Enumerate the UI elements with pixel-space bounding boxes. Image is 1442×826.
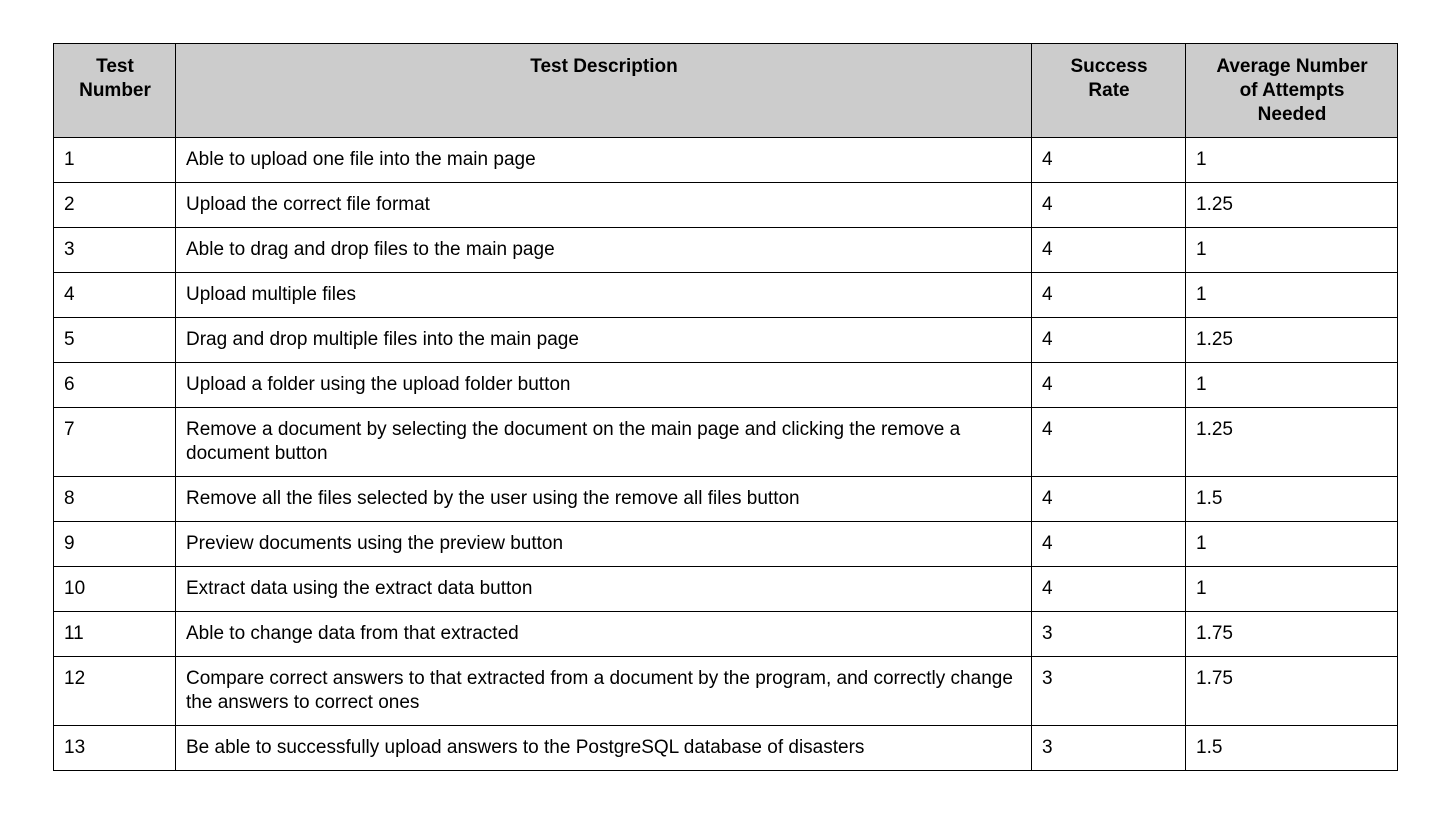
table-body <box>54 138 1398 771</box>
cell-average-attempts: 1.25 <box>1186 408 1398 477</box>
cell-average-attempts: 1.75 <box>1186 612 1398 657</box>
table-row <box>54 273 1398 318</box>
cell-test-description: Remove a document by selecting the document on the main page and clicking the remove a document button <box>176 408 1032 477</box>
header-line: Success <box>1070 56 1148 77</box>
cell-average-attempts: 1 <box>1186 522 1398 567</box>
cell-test-description: Extract data using the extract data button <box>176 567 1032 612</box>
table-header <box>54 44 1398 138</box>
table-row <box>54 138 1398 183</box>
header-line: of Attempts <box>1239 80 1345 101</box>
cell-average-attempts: 1 <box>1186 228 1398 273</box>
cell-test-description: Be able to successfully upload answers to the PostgreSQL database of disasters <box>176 726 1032 771</box>
cell-test-description: Able to upload one file into the main page <box>176 138 1032 183</box>
header-line: Test <box>96 56 134 77</box>
cell-average-attempts: 1.25 <box>1186 318 1398 363</box>
cell-test-number: 10 <box>54 567 176 612</box>
cell-success-rate: 4 <box>1032 477 1186 522</box>
cell-test-description: Able to drag and drop files to the main page <box>176 228 1032 273</box>
header-row <box>54 44 1398 138</box>
cell-test-description: Preview documents using the preview button <box>176 522 1032 567</box>
cell-success-rate: 4 <box>1032 273 1186 318</box>
cell-success-rate: 4 <box>1032 408 1186 477</box>
cell-success-rate: 4 <box>1032 318 1186 363</box>
cell-success-rate: 3 <box>1032 612 1186 657</box>
table-row <box>54 522 1398 567</box>
test-results-table <box>53 43 1398 771</box>
cell-test-description: Drag and drop multiple files into the main page <box>176 318 1032 363</box>
cell-test-description: Remove all the files selected by the user using the remove all files button <box>176 477 1032 522</box>
cell-test-number: 1 <box>54 138 176 183</box>
cell-test-number: 4 <box>54 273 176 318</box>
table-row <box>54 318 1398 363</box>
cell-test-description: Able to change data from that extracted <box>176 612 1032 657</box>
cell-success-rate: 4 <box>1032 567 1186 612</box>
cell-test-description: Upload multiple files <box>176 273 1032 318</box>
header-line: Number <box>79 80 151 101</box>
table-row <box>54 408 1398 477</box>
cell-test-number: 13 <box>54 726 176 771</box>
cell-average-attempts: 1 <box>1186 273 1398 318</box>
cell-success-rate: 3 <box>1032 657 1186 726</box>
cell-success-rate: 4 <box>1032 183 1186 228</box>
cell-test-number: 7 <box>54 408 176 477</box>
cell-average-attempts: 1 <box>1186 138 1398 183</box>
cell-success-rate: 3 <box>1032 726 1186 771</box>
cell-test-description: Compare correct answers to that extracted from a document by the program, and correctly change the answers to correct ones <box>176 657 1032 726</box>
header-test-number <box>54 44 176 138</box>
cell-test-description: Upload a folder using the upload folder button <box>176 363 1032 408</box>
table-row <box>54 183 1398 228</box>
cell-average-attempts: 1 <box>1186 567 1398 612</box>
table-row <box>54 726 1398 771</box>
cell-average-attempts: 1 <box>1186 363 1398 408</box>
table-row <box>54 567 1398 612</box>
table-row <box>54 363 1398 408</box>
table-row <box>54 477 1398 522</box>
cell-success-rate: 4 <box>1032 363 1186 408</box>
cell-average-attempts: 1.75 <box>1186 657 1398 726</box>
header-line: Test Description <box>530 56 678 77</box>
table-row <box>54 657 1398 726</box>
cell-average-attempts: 1.5 <box>1186 477 1398 522</box>
cell-test-number: 12 <box>54 657 176 726</box>
cell-test-number: 11 <box>54 612 176 657</box>
header-line: Average Number <box>1216 56 1368 77</box>
cell-success-rate: 4 <box>1032 138 1186 183</box>
cell-average-attempts: 1.5 <box>1186 726 1398 771</box>
cell-test-number: 2 <box>54 183 176 228</box>
header-average-attempts <box>1186 44 1398 138</box>
table-row <box>54 228 1398 273</box>
header-line: Needed <box>1257 104 1327 125</box>
cell-success-rate: 4 <box>1032 228 1186 273</box>
cell-test-number: 9 <box>54 522 176 567</box>
cell-test-number: 8 <box>54 477 176 522</box>
header-line: Rate <box>1088 80 1130 101</box>
header-test-description <box>176 44 1032 138</box>
header-success-rate <box>1032 44 1186 138</box>
cell-test-number: 5 <box>54 318 176 363</box>
cell-average-attempts: 1.25 <box>1186 183 1398 228</box>
cell-test-number: 3 <box>54 228 176 273</box>
cell-test-number: 6 <box>54 363 176 408</box>
cell-success-rate: 4 <box>1032 522 1186 567</box>
cell-test-description: Upload the correct file format <box>176 183 1032 228</box>
table-row <box>54 612 1398 657</box>
